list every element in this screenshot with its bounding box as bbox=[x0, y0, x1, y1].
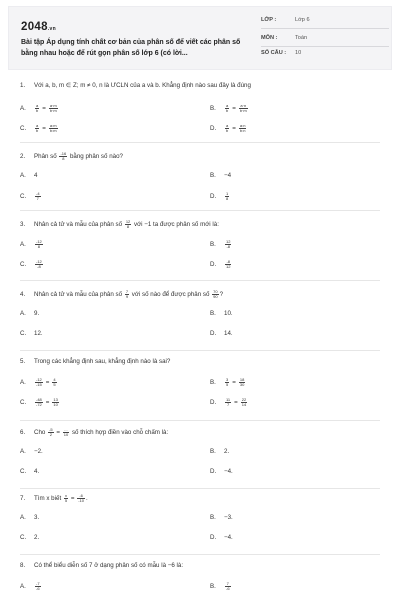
question-text: . bbox=[86, 495, 88, 503]
fraction: $\frac{-12}{-8}$ bbox=[36, 259, 42, 269]
option-letter: B. bbox=[210, 241, 216, 249]
option-text: 12. bbox=[34, 330, 43, 337]
question-text: bằng phân số nào? bbox=[69, 153, 123, 161]
fraction: $\frac{a}{b}$ bbox=[226, 123, 229, 133]
fraction: $\frac{-12}{-15}$ bbox=[36, 377, 42, 387]
question-text: ? bbox=[219, 291, 224, 299]
question-number: 5. bbox=[20, 358, 26, 365]
subject-label: MÔN : bbox=[261, 35, 278, 41]
fraction: $\frac{13}{10}$ bbox=[53, 397, 58, 407]
option-b[interactable] bbox=[210, 514, 233, 521]
option-letter: C. bbox=[20, 330, 27, 337]
option-text: 3. bbox=[34, 514, 40, 521]
option-letter: A. bbox=[20, 172, 26, 179]
option-letter: D. bbox=[210, 330, 217, 337]
question-text: Tìm x biết bbox=[34, 495, 62, 503]
option-letter: A. bbox=[20, 105, 26, 113]
question-text: với −1 ta được phân số mới là: bbox=[134, 221, 219, 229]
option-d[interactable]: D. $\frac{a}{b}$ = $\frac{a:n}{b:n}$ bbox=[210, 123, 246, 133]
option-a[interactable] bbox=[20, 240, 44, 249]
question-divider bbox=[20, 210, 380, 211]
fraction: $\frac{7}{-6}$ bbox=[226, 581, 230, 591]
question-divider bbox=[20, 280, 380, 281]
meta-divider bbox=[261, 28, 389, 29]
count-value: 10 bbox=[295, 50, 302, 56]
option-letter: A. bbox=[20, 583, 26, 591]
option-letter: B. bbox=[210, 514, 216, 521]
fraction: $\frac{70}{90}$ bbox=[213, 289, 218, 299]
fraction: $\frac{22}{14}$ bbox=[241, 397, 247, 407]
option-a[interactable] bbox=[20, 582, 42, 591]
option-letter: A. bbox=[20, 514, 26, 521]
question-text: Cho bbox=[34, 429, 46, 437]
option-text: −3. bbox=[224, 514, 233, 521]
option-letter: D. bbox=[210, 125, 217, 133]
question-text: Trong các khẳng định sau, khẳng định nào là sai? bbox=[34, 358, 171, 365]
question-text: Có thể biểu diễn số 7 ở dạng phân số có mẫu là −6 là: bbox=[34, 562, 184, 569]
fraction: $\frac{12}{-8}$ bbox=[226, 239, 231, 249]
fraction: $\frac{-6}{-10}$ bbox=[78, 493, 85, 503]
option-letter: D. bbox=[210, 468, 217, 475]
option-text: −2. bbox=[34, 448, 43, 455]
question-number: 1. bbox=[20, 82, 26, 89]
fraction: $\frac{a:n}{b:n}$ bbox=[239, 123, 246, 133]
option-d[interactable] bbox=[210, 260, 232, 269]
option-letter: D. bbox=[210, 193, 217, 201]
option-c[interactable]: C. $\frac{-48}{-72}$ = $\frac{13}{10}$ bbox=[20, 397, 58, 407]
logo-suffix: .vn bbox=[47, 26, 56, 32]
option-b[interactable]: B. $\frac{3}{5}$ = $\frac{18}{30}$ bbox=[210, 377, 245, 387]
question-divider bbox=[20, 420, 380, 421]
fraction: $\frac{3}{5}$ bbox=[226, 377, 229, 387]
option-letter: D. bbox=[210, 261, 217, 269]
fraction: $\frac{a}{b}$ bbox=[36, 103, 39, 113]
option-letter: B. bbox=[210, 583, 216, 591]
option-text: −4. bbox=[224, 534, 233, 541]
question-stem bbox=[20, 428, 168, 437]
fraction: $\frac{a}{b}$ bbox=[36, 123, 39, 133]
option-a[interactable] bbox=[20, 310, 39, 317]
option-text: −4 bbox=[224, 172, 232, 179]
option-d[interactable] bbox=[210, 534, 233, 541]
option-letter: C. bbox=[20, 468, 27, 475]
option-d[interactable]: D. $\frac{11}{7}$ = $\frac{22}{14}$ bbox=[210, 397, 247, 407]
option-b[interactable] bbox=[210, 310, 233, 317]
question-stem bbox=[20, 562, 183, 569]
question-divider bbox=[20, 488, 380, 489]
option-letter: A. bbox=[20, 241, 26, 249]
fraction: $\frac{a:m}{b:m}$ bbox=[49, 123, 57, 133]
option-letter: C. bbox=[20, 193, 27, 201]
question-text: với số nào để được phân số bbox=[131, 291, 210, 299]
option-letter: C. bbox=[20, 125, 27, 133]
option-letter: A. bbox=[20, 379, 26, 387]
option-letter: B. bbox=[210, 105, 216, 113]
fraction: $\frac{-48}{-72}$ bbox=[36, 397, 42, 407]
question-text: = bbox=[56, 429, 61, 437]
subject-value: Toán bbox=[295, 35, 308, 41]
option-b[interactable] bbox=[210, 448, 229, 455]
class-value: Lớp 6 bbox=[295, 17, 310, 23]
question-text: Với a, b, m ∈ Z; m ≠ 0, n là ƯCLN của a và b. Khẳng định nào sau đây là đúng bbox=[34, 82, 251, 89]
question-number: 8. bbox=[20, 562, 26, 569]
question-stem bbox=[20, 358, 170, 365]
question-stem bbox=[20, 290, 223, 299]
fraction: $\frac{-8}{12}$ bbox=[226, 259, 231, 269]
fraction: $\frac{1}{8}$ bbox=[226, 191, 229, 201]
question-stem bbox=[20, 220, 219, 229]
logo-text: 2048 bbox=[21, 21, 48, 33]
question-stem bbox=[20, 494, 88, 503]
option-c[interactable] bbox=[20, 192, 42, 201]
question-text: Nhân cả tử và mẫu của phân số bbox=[34, 221, 123, 229]
question-stem bbox=[20, 152, 123, 161]
worksheet-title: Bài tập Áp dụng tính chất cơ bản của phân số để viết các phân số bằng nhau hoặc để rút gọn phân số lớp 6 (có lời... bbox=[21, 39, 241, 57]
option-text: 4 bbox=[34, 172, 38, 179]
option-c[interactable] bbox=[20, 330, 43, 337]
option-letter: C. bbox=[20, 399, 27, 407]
option-a[interactable] bbox=[20, 172, 37, 179]
option-letter: C. bbox=[20, 534, 27, 541]
question-number: 3. bbox=[20, 221, 26, 229]
option-b[interactable]: B. $\frac{a}{b}$ = $\frac{a\cdot n}{b\cdot m}$ bbox=[210, 103, 247, 113]
option-a[interactable]: A. $\frac{-12}{-15}$ = $\frac{4}{5}$ bbox=[20, 377, 56, 387]
option-letter: C. bbox=[20, 261, 27, 269]
question-text: số thích hợp điền vào chỗ chấm là: bbox=[71, 429, 169, 437]
fraction: $\frac{a\cdot m}{b\cdot m}$ bbox=[49, 103, 57, 113]
question-stem bbox=[20, 82, 251, 89]
option-text: 10. bbox=[224, 310, 233, 317]
option-a[interactable] bbox=[20, 448, 43, 455]
question-divider bbox=[20, 350, 380, 351]
fraction: $\frac{a\cdot n}{b\cdot m}$ bbox=[239, 103, 247, 113]
count-label: SỐ CÂU : bbox=[261, 50, 287, 56]
question-text: Nhân cả tử và mẫu của phân số bbox=[34, 291, 123, 299]
class-label: LỚP : bbox=[261, 17, 277, 23]
option-d[interactable] bbox=[210, 468, 233, 475]
fraction: $\frac{7}{9}$ bbox=[125, 289, 129, 299]
worksheet-header bbox=[8, 6, 392, 70]
option-letter: B. bbox=[210, 448, 216, 455]
option-a[interactable]: A. $\frac{a}{b}$ = $\frac{a\cdot m}{b\cdot m}$ bbox=[20, 103, 57, 113]
option-d[interactable] bbox=[210, 330, 233, 337]
option-b[interactable] bbox=[210, 172, 231, 179]
fraction: $\frac{-12}{8}$ bbox=[36, 239, 42, 249]
fraction: $\frac{11}{7}$ bbox=[226, 397, 231, 407]
option-text: 9. bbox=[34, 310, 40, 317]
question-text: Phân số bbox=[34, 153, 57, 161]
fraction: $\frac{4}{5}$ bbox=[53, 377, 56, 387]
option-text: 4. bbox=[34, 468, 40, 475]
option-letter: A. bbox=[20, 448, 26, 455]
option-text: 14. bbox=[224, 330, 233, 337]
meta-divider bbox=[261, 46, 389, 47]
option-letter: D. bbox=[210, 534, 217, 541]
option-text: 2. bbox=[34, 534, 40, 541]
option-b[interactable] bbox=[210, 240, 232, 249]
option-a[interactable] bbox=[20, 514, 39, 521]
option-text: 2. bbox=[224, 448, 230, 455]
question-number: 6. bbox=[20, 429, 26, 437]
option-c[interactable]: C. $\frac{a}{b}$ = $\frac{a:m}{b:m}$ bbox=[20, 123, 57, 133]
fraction: $\frac{a}{b}$ bbox=[226, 103, 229, 113]
fraction: $\frac{-7}{-6}$ bbox=[36, 581, 40, 591]
fraction: $\frac{18}{30}$ bbox=[239, 377, 245, 387]
option-letter: A. bbox=[20, 310, 26, 317]
fraction: $\frac{x}{5}$ bbox=[64, 493, 68, 503]
option-letter: D. bbox=[210, 399, 217, 407]
option-c[interactable] bbox=[20, 468, 39, 475]
question-text: = bbox=[70, 495, 75, 503]
option-letter: B. bbox=[210, 379, 216, 387]
question-number: 4. bbox=[20, 291, 26, 299]
fraction: $\frac{-5}{2}$ bbox=[49, 427, 53, 437]
question-divider bbox=[20, 554, 380, 555]
option-c[interactable] bbox=[20, 534, 39, 541]
question-number: 2. bbox=[20, 153, 26, 161]
option-d[interactable] bbox=[210, 192, 230, 201]
fraction: $\frac{-4}{7}$ bbox=[36, 191, 40, 201]
option-c[interactable] bbox=[20, 260, 44, 269]
fraction: $\frac{-16}{8}$ bbox=[60, 151, 67, 161]
option-letter: B. bbox=[210, 310, 216, 317]
question-number: 7. bbox=[20, 495, 26, 503]
option-text: −4. bbox=[224, 468, 233, 475]
question-divider bbox=[20, 142, 380, 143]
site-logo[interactable] bbox=[21, 21, 56, 33]
fraction: $\frac{...}{10}$ bbox=[63, 427, 69, 437]
option-letter: B. bbox=[210, 172, 216, 179]
fraction: $\frac{12}{8}$ bbox=[125, 219, 131, 229]
option-b[interactable] bbox=[210, 582, 232, 591]
